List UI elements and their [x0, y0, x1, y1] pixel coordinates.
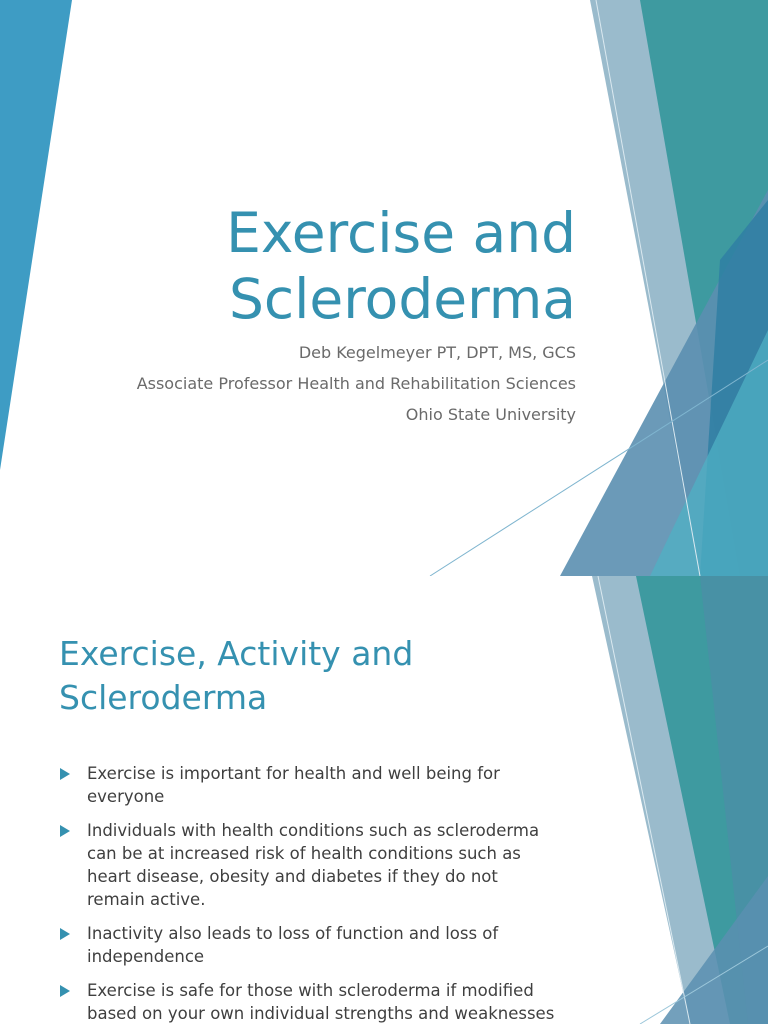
slide-title-line: Scleroderma — [229, 267, 576, 331]
slide-title — [59, 632, 579, 720]
bullet-item — [59, 762, 559, 808]
slide-title-line: Exercise, Activity and — [59, 634, 414, 673]
bullet-item — [59, 922, 559, 968]
bullet-item — [59, 979, 559, 1024]
slide-title-line: Scleroderma — [59, 678, 268, 717]
bullet-text: Individuals with health conditions such as scleroderma can be at increased risk of health conditions such as heart disease, obesity and diabetes if they do not remain active. — [87, 821, 540, 909]
bullet-arrow-icon — [60, 928, 70, 940]
bullet-text: Inactivity also leads to loss of function and loss of independence — [87, 924, 499, 966]
bullet-arrow-icon — [60, 825, 70, 837]
bullet-arrow-icon — [60, 768, 70, 780]
bullet-arrow-icon — [60, 985, 70, 997]
presenter-name: Deb Kegelmeyer PT, DPT, MS, GCS — [298, 343, 576, 362]
bullet-text: Exercise is important for health and well being for everyone — [87, 764, 500, 806]
content-slide — [0, 576, 768, 1024]
presenter-institution: Ohio State University — [405, 405, 576, 424]
bullet-text: Exercise is safe for those with scleroderma if modified based on your own individual strengths and weaknesses — [87, 981, 555, 1023]
bullet-list — [59, 762, 559, 1024]
slide-title-line: Exercise and — [226, 201, 576, 265]
presenter-title: Associate Professor Health and Rehabilitation Sciences — [136, 374, 576, 393]
bullet-item — [59, 819, 559, 911]
slide-title — [56, 200, 576, 332]
